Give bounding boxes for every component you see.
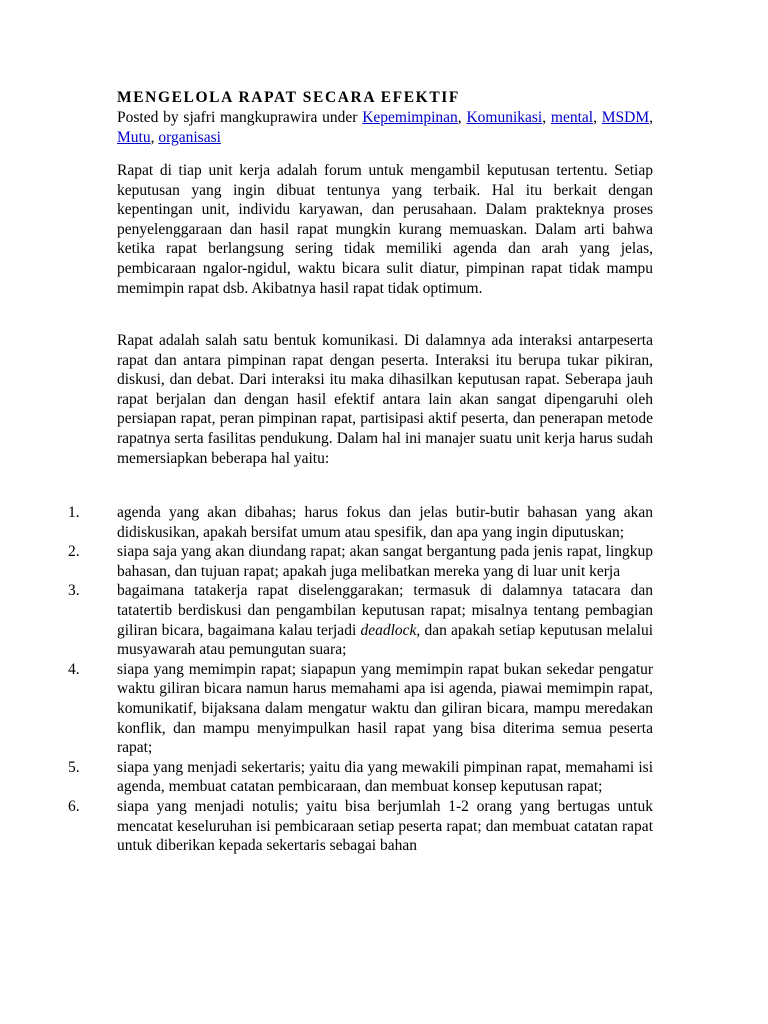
byline — [117, 108, 653, 147]
list-item-number: 2. — [68, 543, 80, 561]
list-item-text: siapa saja yang akan diundang rapat; akan sangat bergantung pada jenis rapat, lingkup bahasan, dan tujuan rapat; apakah juga melibatkan mereka yang di luar unit kerja — [117, 543, 653, 580]
body-paragraph-1: Rapat di tiap unit kerja adalah forum untuk mengambil keputusan tertentu. Setiap keputusan yang ingin dibuat tentunya yang terbaik. Hal itu berkait dengan kepentingan unit, individu karyawan, dan perusahaan. Dalam prakteknya proses penyelenggaraan dan hasil rapat mungkin kurang memuaskan. Dalam arti bahwa ketika rapat berlangsung sering tidak memiliki agenda dan arah yang jelas, pembicaraan ngalor-ngidul, waktu bicara sulit diatur, pimpinan rapat tidak mampu memimpin rapat dsb. Akibatnya hasil rapat tidak optimum. — [117, 162, 653, 297]
list-item-text — [117, 581, 653, 659]
list-item — [0, 542, 768, 581]
list-item-number: 3. — [68, 582, 80, 600]
list-item-number: 6. — [68, 797, 80, 815]
category-link-mental[interactable]: mental — [550, 109, 594, 126]
category-separator: , — [542, 109, 551, 126]
byline-prefix: Posted by sjafri mangkuprawira under — [117, 109, 363, 126]
list-item — [0, 660, 768, 758]
list-item — [0, 797, 768, 856]
list-item — [0, 503, 768, 542]
category-link-msdm[interactable]: MSDM — [601, 109, 650, 126]
category-separator: , — [457, 109, 467, 126]
category-link-kepemimpinan[interactable]: Kepemimpinan — [362, 109, 458, 126]
category-link-organisasi[interactable]: organisasi — [158, 128, 221, 146]
list-item-text: agenda yang akan dibahas; harus fokus dan jelas butir-butir bahasan yang akan didiskusikan, apakah bersifat umum atau spesifik, dan apa yang ingin diputuskan; — [117, 504, 653, 541]
numbered-list — [0, 503, 768, 856]
list-item-number: 4. — [68, 660, 80, 678]
list-item-text: siapa yang menjadi notulis; yaitu bisa berjumlah 1-2 orang yang bertugas untuk mencatat keseluruhan isi pembicaraan setiap peserta rapat; dan membuat catatan rapat untuk diberikan kepada sekertaris sebagai bahan — [117, 797, 653, 855]
list-item — [0, 758, 768, 797]
category-separator: , — [593, 109, 602, 126]
list-item-text: siapa yang memimpin rapat; siapapun yang memimpin rapat bukan sekedar pengatur waktu giliran bicara namun harus memahami apa isi agenda, piawai memimpin rapat, komunikatif, bijaksana dalam mengatur waktu dan giliran bicara, mampu meredakan konflik, dan mampu menyimpulkan hasil rapat yang bisa diterima semua peserta rapat; — [117, 660, 653, 757]
body-paragraph-2: Rapat adalah salah satu bentuk komunikasi. Di dalamnya ada interaksi antarpeserta rapat dan antara pimpinan rapat dengan peserta. Interaksi itu berupa tukar pikiran, diskusi, dan debat. Dari interaksi itu maka dihasilkan keputusan rapat. Seberapa jauh rapat berjalan dan dengan hasil efektif antara lain akan sangat dipengaruhi oleh persiapan rapat, peran pimpinan rapat, partisipasi aktif peserta, dan penerapan metode rapatnya serta fasilitas pendukung. Dalam hal ini manajer suatu unit kerja harus sudah memersiapkan beberapa hal yaitu: — [117, 332, 653, 467]
list-item-text-after: , dan apakah setiap keputusan melalui musyawarah atau pemungutan suara; — [117, 621, 653, 659]
category-link-mutu[interactable]: Mutu — [117, 128, 151, 146]
list-item — [0, 581, 768, 659]
italic-term: deadlock — [360, 621, 417, 639]
list-item-number: 1. — [68, 504, 80, 521]
list-item-number: 5. — [68, 758, 80, 776]
list-item-text-before: bagaimana tatakerja rapat diselenggarakan; termasuk di dalamnya tatacara dan tatatertib berdiskusi dan pengambilan keputusan rapat; misalnya tentang pembagian giliran bicara, bagaimana kalau terjadi — [117, 582, 653, 639]
category-separator: , — [150, 128, 159, 146]
list-item-text: siapa yang menjadi sekertaris; yaitu dia yang mewakili pimpinan rapat, memahami isi agenda, membuat catatan pembicaraan, dan membuat konsep keputusan rapat; — [117, 758, 653, 796]
category-link-komunikasi[interactable]: Komunikasi — [466, 109, 543, 126]
article-title: MENGELOLA RAPAT SECARA EFEKTIF — [117, 89, 460, 106]
category-separator: , — [649, 109, 654, 126]
